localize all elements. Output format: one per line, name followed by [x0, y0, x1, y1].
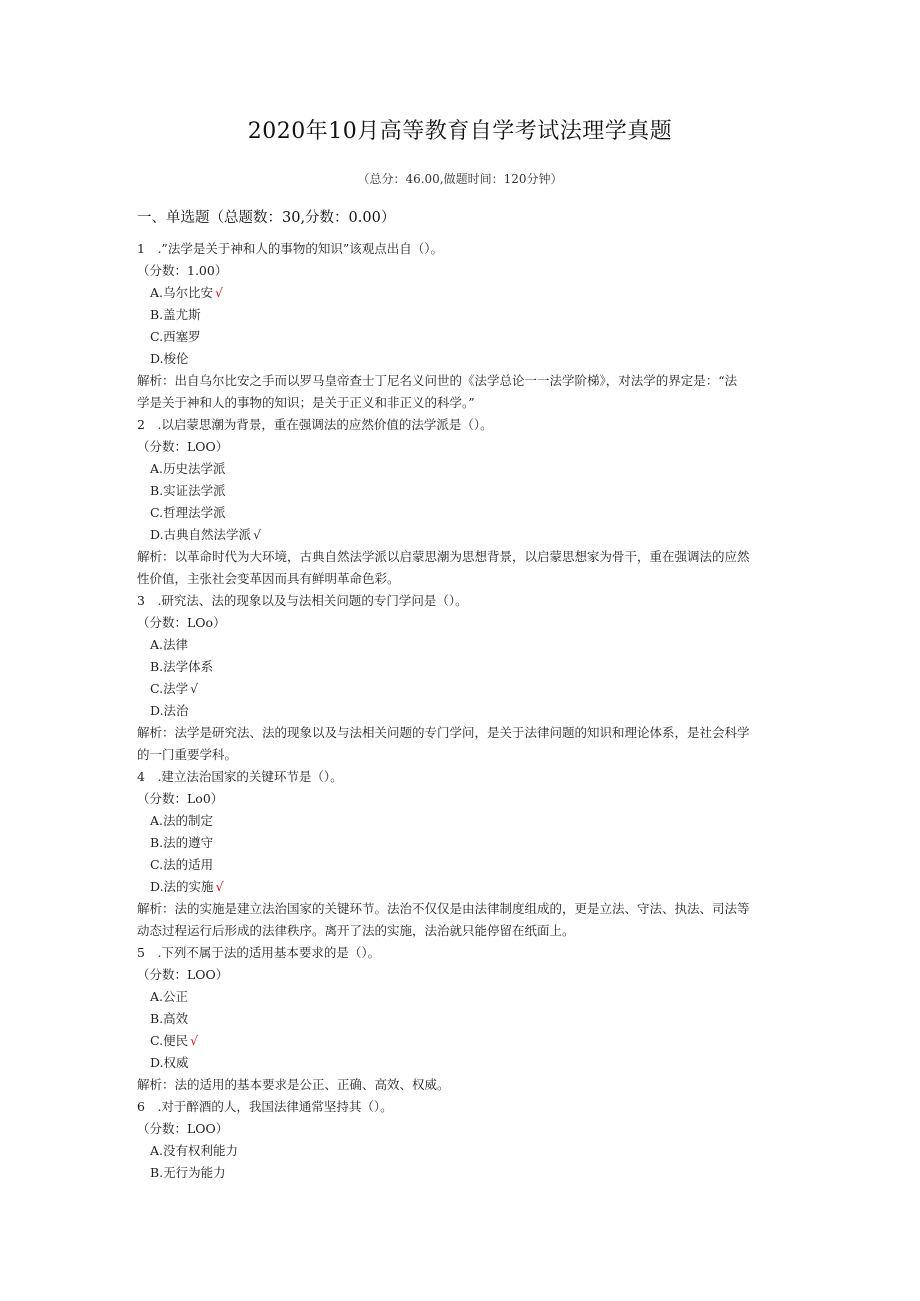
- answer-option: [137, 348, 783, 370]
- answer-analysis: 解析：法的适用的基本要求是公正、正确、高效、权威。: [137, 1077, 450, 1092]
- answer-option: [137, 304, 783, 326]
- answer-option: [137, 634, 783, 656]
- answer-option: [137, 524, 783, 546]
- answer-option: [137, 656, 783, 678]
- question-stem: 4 .建立法治国家的关键环节是（）。: [137, 769, 343, 784]
- option-text: A.法律: [150, 637, 189, 652]
- answer-analysis: 解析：出自乌尔比安之手而以罗马皇帝查士丁尼名义问世的《法学总论一一法学阶梯》，对法学的界定是：“法: [137, 373, 738, 388]
- option-text: A.没有权利能力: [150, 1143, 239, 1158]
- answer-option: [137, 986, 783, 1008]
- answer-option: [137, 678, 783, 700]
- option-text: B.法学体系: [150, 659, 214, 674]
- section-heading: 一、单选题（总题数：30,分数：0.00）: [137, 210, 396, 226]
- question-stem: 6 .对于醉酒的人，我国法律通常坚持其（）。: [137, 1099, 393, 1114]
- correct-check-icon: √: [215, 285, 223, 300]
- option-text: A.乌尔比安: [150, 285, 214, 300]
- option-text: A.公正: [150, 989, 189, 1004]
- option-text: B.盖尤斯: [150, 307, 201, 322]
- option-text: C.西塞罗: [150, 329, 201, 344]
- option-text: C.便民: [150, 1033, 189, 1048]
- question-stem: 5 .下列不属于法的适用基本要求的是（）。: [137, 945, 381, 960]
- answer-option: [137, 1008, 783, 1030]
- option-text: A.法的制定: [150, 813, 214, 828]
- answer-option: [137, 1162, 783, 1184]
- correct-check-icon: √: [190, 681, 199, 696]
- question-score: （分数：1.00）: [137, 263, 228, 278]
- option-text: C.哲理法学派: [150, 505, 226, 520]
- answer-analysis: 动态过程运行后形成的法律秩序。离开了法的实施，法治就只能停留在纸面上。: [137, 923, 575, 938]
- page-subtitle: （总分：46.00,做题时间：120分钟）: [357, 172, 563, 186]
- question-block: [137, 238, 783, 414]
- answer-analysis: 解析：以革命时代为大环境，古典自然法学派以启蒙思潮为思想背景，以启蒙思想家为骨干，重在强调法的应然: [137, 549, 750, 564]
- correct-check-icon: √: [253, 527, 262, 542]
- page-title: 2020年10月高等教育自学考试法理学真题: [247, 119, 673, 144]
- answer-analysis: 解析：法学是研究法、法的现象以及与法相关问题的专门学问，是关于法律问题的知识和理论体系，是社会科学: [137, 725, 750, 740]
- answer-option: [137, 700, 783, 722]
- question-score: （分数：LOo）: [137, 615, 226, 630]
- answer-option: [137, 810, 783, 832]
- answer-analysis: 性价值，主张社会变革因而具有鲜明革命色彩。: [137, 571, 400, 586]
- answer-option: [137, 1052, 783, 1074]
- option-text: D.梭伦: [150, 351, 189, 366]
- answer-option: [137, 282, 783, 304]
- option-text: B.法的遵守: [150, 835, 214, 850]
- option-text: A.历史法学派: [150, 461, 226, 476]
- option-text: B.实证法学派: [150, 483, 226, 498]
- answer-option: [137, 832, 783, 854]
- option-text: D.法治: [150, 703, 189, 718]
- answer-option: [137, 876, 783, 898]
- answer-option: [137, 1140, 783, 1162]
- question-block: [137, 942, 783, 1096]
- question-block: [137, 1096, 783, 1184]
- option-text: C.法的适用: [150, 857, 214, 872]
- answer-analysis: 学是关于神和人的事物的知识；是关于正义和非正义的科学。”: [137, 395, 475, 410]
- question-block: [137, 766, 783, 942]
- question-block: [137, 414, 783, 590]
- option-text: B.高效: [150, 1011, 189, 1026]
- question-score: （分数：LOO）: [137, 967, 229, 982]
- correct-check-icon: √: [215, 879, 224, 894]
- question-stem: 2 .以启蒙思潮为背景，重在强调法的应然价值的法学派是（）。: [137, 417, 493, 432]
- question-stem: 3 .研究法、法的现象以及与法相关问题的专门学问是（）。: [137, 593, 468, 608]
- question-score: （分数：LOO）: [137, 439, 229, 454]
- answer-option: [137, 480, 783, 502]
- answer-option: [137, 326, 783, 348]
- correct-check-icon: √: [190, 1033, 199, 1048]
- option-text: B.无行为能力: [150, 1165, 226, 1180]
- answer-option: [137, 854, 783, 876]
- option-text: D.法的实施: [150, 879, 214, 894]
- question-list: [137, 238, 783, 1184]
- option-text: D.古典自然法学派: [150, 527, 252, 542]
- question-stem: 1 .”法学是关于神和人的事物的知识”该观点出自（）。: [137, 241, 443, 256]
- question-score: （分数：Lo0）: [137, 791, 224, 806]
- question-block: [137, 590, 783, 766]
- answer-option: [137, 1030, 783, 1052]
- answer-analysis: 解析：法的实施是建立法治国家的关键环节。法治不仅仅是由法律制度组成的，更是立法、守法、执法、司法等: [137, 901, 750, 916]
- question-score: （分数：LOO）: [137, 1121, 229, 1136]
- answer-option: [137, 458, 783, 480]
- option-text: D.权威: [150, 1055, 189, 1070]
- answer-analysis: 的一门重要学科。: [137, 747, 238, 762]
- answer-option: [137, 502, 783, 524]
- option-text: C.法学: [150, 681, 189, 696]
